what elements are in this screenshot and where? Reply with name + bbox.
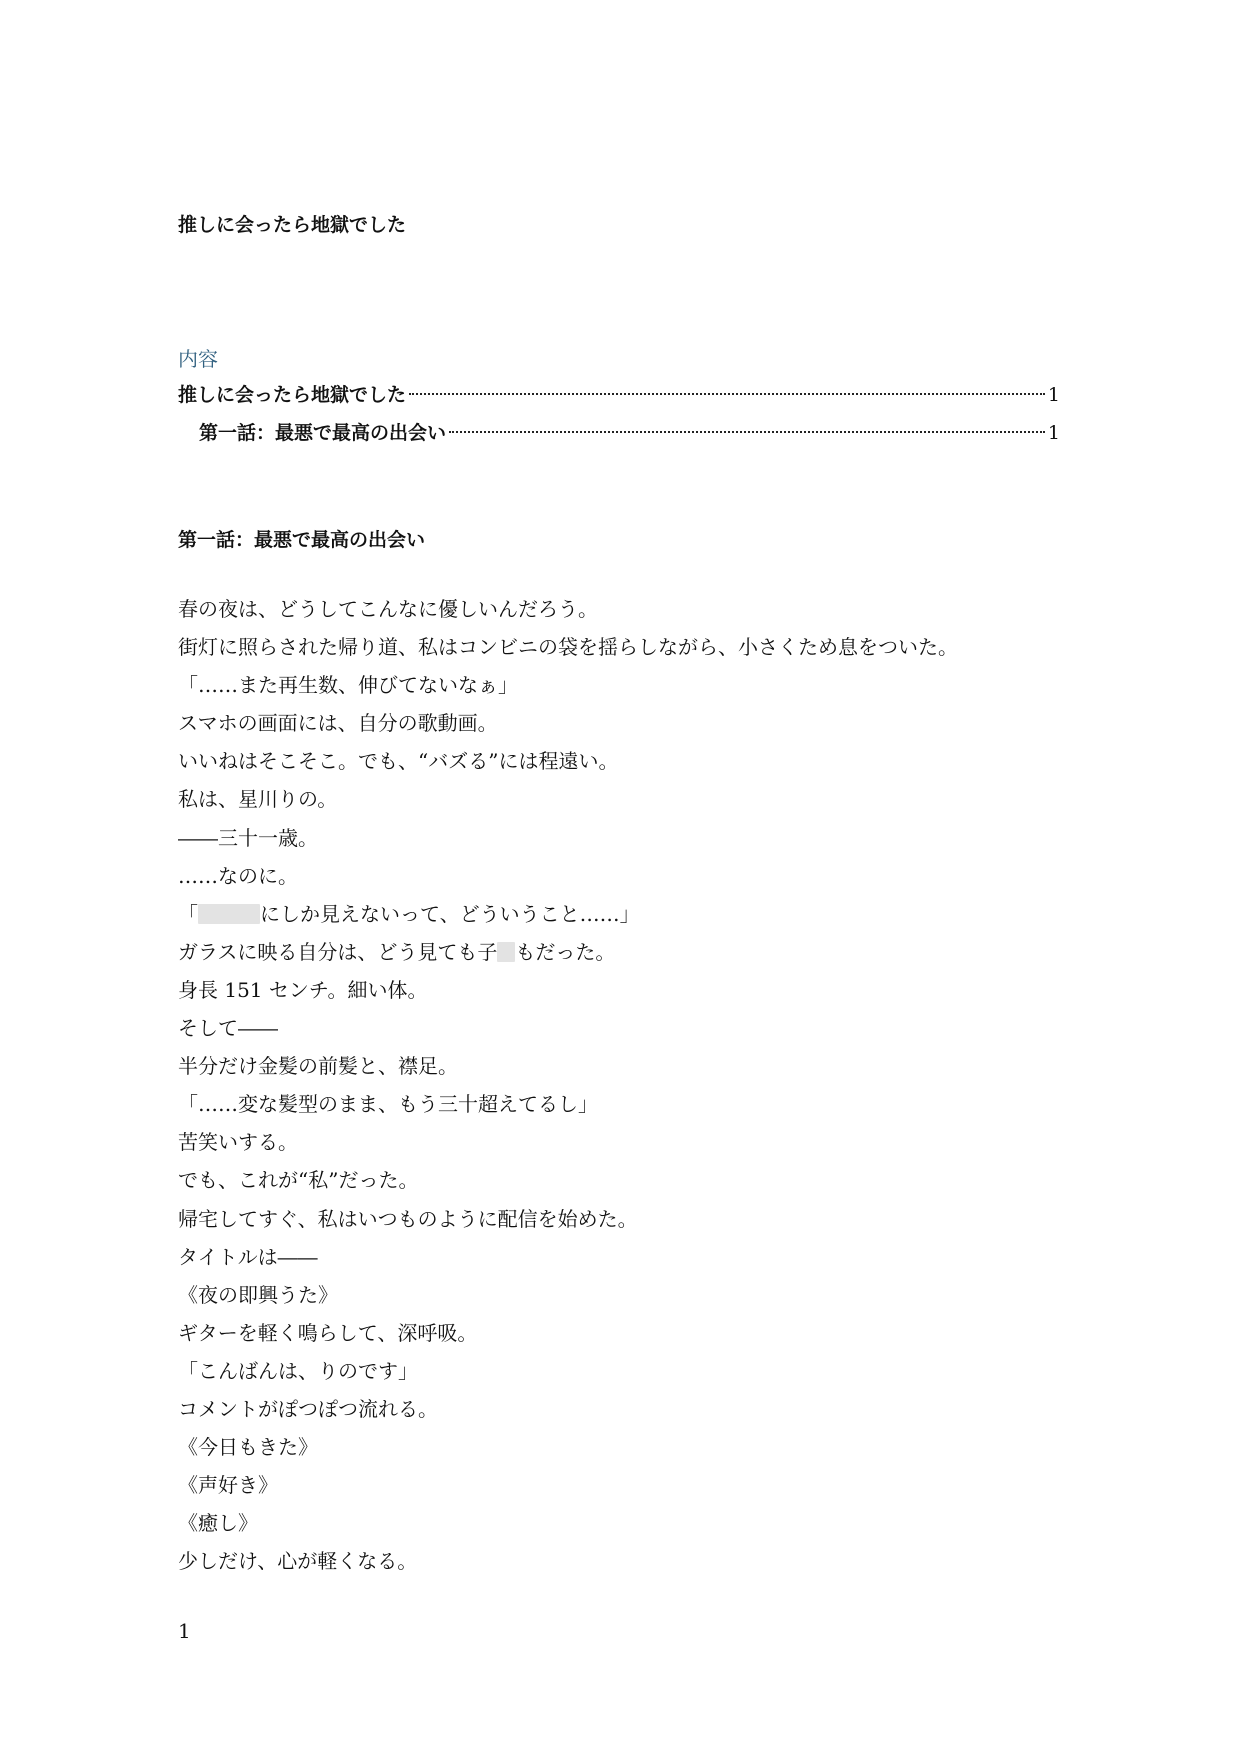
text-line: 「……また再生数、伸びてないなぁ」: [178, 673, 518, 698]
chapter-heading: 第一話：最悪で最高の出会い: [178, 529, 426, 551]
text-line: 帰宅してすぐ、私はいつものように配信を始めた。: [178, 1206, 638, 1231]
text-fragment: にしか見えないって、どういうこと……」: [260, 901, 640, 926]
text-line: スマホの画面には、自分の歌動画。: [178, 711, 498, 736]
text-line: ――三十一歳。: [178, 825, 318, 850]
text-line: [178, 933, 1058, 971]
toc-entry-label: 第一話：最悪で最高の出会い: [199, 422, 447, 444]
redaction-block: [198, 904, 260, 924]
text-line: タイトルは――: [178, 1244, 318, 1269]
document-title: 推しに会ったら地獄でした: [178, 214, 407, 236]
text-line: 「こんばんは、りのです」: [178, 1358, 418, 1383]
body-text: [178, 590, 1058, 1580]
toc-leader-dots: [449, 431, 1045, 433]
text-line: ……なのに。: [178, 863, 298, 888]
text-line: そして――: [178, 1016, 278, 1041]
redaction-block: [497, 942, 515, 962]
text-line: 苦笑いする。: [178, 1130, 298, 1155]
text-line: でも、これが“私”だった。: [178, 1168, 419, 1193]
text-line: 春の夜は、どうしてこんなに優しいんだろう。: [178, 597, 598, 621]
text-line: 「……変な髪型のまま、もう三十超えてるし」: [178, 1092, 598, 1117]
text-line: 身長 151 センチ。細い体。: [178, 977, 428, 1002]
page-number: 1: [178, 1619, 191, 1643]
text-line: 私は、星川りの。: [178, 787, 338, 812]
text-line: コメントがぽつぽつ流れる。: [178, 1396, 438, 1421]
text-line: ギターを軽く鳴らして、深呼吸。: [178, 1320, 478, 1345]
text-line: 《癒し》: [178, 1511, 258, 1536]
toc-entry[interactable]: [178, 416, 1060, 450]
text-fragment: 「: [178, 901, 198, 926]
toc-entry[interactable]: [178, 378, 1060, 412]
text-line: 街灯に照らされた帰り道、私はコンビニの袋を揺らしながら、小さくため息をついた。: [178, 635, 958, 660]
text-fragment: ガラスに映る自分は、どう見ても子: [178, 939, 498, 964]
toc-entry-page: 1: [1047, 384, 1060, 406]
toc-entry-label: 推しに会ったら地獄でした: [178, 384, 407, 406]
text-line: 少しだけ、心が軽くなる。: [178, 1549, 418, 1574]
text-line: [178, 895, 1058, 933]
toc-leader-dots: [409, 393, 1045, 395]
text-line: 《今日もきた》: [178, 1435, 318, 1460]
text-line: いいねはそこそこ。でも、“バズる”には程遠い。: [178, 749, 619, 774]
toc-heading: 内容: [178, 347, 218, 371]
text-fragment: もだった。: [515, 939, 616, 964]
text-line: 半分だけ金髪の前髪と、襟足。: [178, 1054, 458, 1079]
text-line: 《夜の即興うた》: [178, 1282, 338, 1307]
text-line: 《声好き》: [178, 1473, 278, 1498]
toc-entry-page: 1: [1047, 422, 1060, 444]
